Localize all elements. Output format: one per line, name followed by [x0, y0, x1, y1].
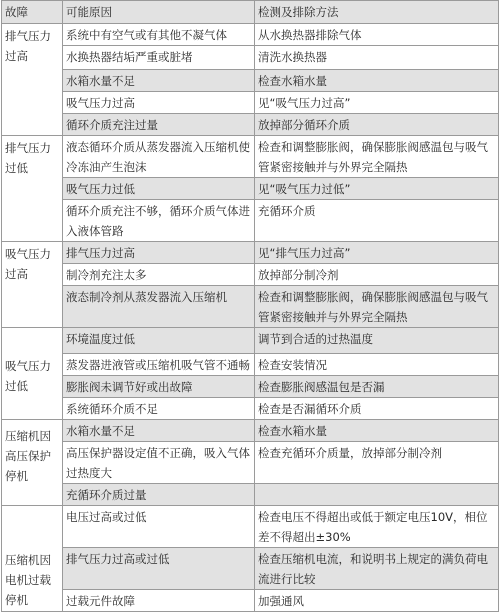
method-cell: 检查和调整膨胀阀，确保膨胀阀感温包与吸气管紧密接触并与外界完全隔热: [255, 286, 499, 328]
table-row: [2, 70, 499, 92]
table-row: [2, 548, 499, 590]
method-cell: 检查是否漏循环介质: [255, 398, 499, 420]
method-cell: 充循环介质: [255, 200, 499, 242]
table-row: [2, 506, 499, 548]
cause-cell: 充循环介质过量: [63, 484, 255, 506]
cause-cell: 蒸发器进液管或压缩机吸气管不通畅: [63, 354, 255, 376]
cause-cell: 循环介质充注过量: [63, 114, 255, 136]
method-cell: 检查膨胀阀感温包是否漏: [255, 376, 499, 398]
table-row: [2, 46, 499, 70]
method-cell: 从水换热器排除气体: [255, 24, 499, 46]
cause-cell: 系统循环介质不足: [63, 398, 255, 420]
table-row: [2, 242, 499, 264]
cause-cell: 水箱水量不足: [63, 70, 255, 92]
cause-cell: 循环介质充注不够，循环介质气体进入液体管路: [63, 200, 255, 242]
table-row: [2, 376, 499, 398]
fault-cell: 排气压力过低: [2, 136, 63, 242]
cause-cell: 膨胀阀未调节好或出故障: [63, 376, 255, 398]
fault-cell: 吸气压力过低: [2, 328, 63, 420]
fault-cell: 排气压力过高: [2, 24, 63, 136]
table-row: [2, 178, 499, 200]
method-cell: 检查压缩机电流，和说明书上规定的满负荷电流进行比较: [255, 548, 499, 590]
method-cell: 检查水箱水量: [255, 70, 499, 92]
header-cause: 可能原因: [63, 1, 255, 24]
cause-cell: 吸气压力过高: [63, 92, 255, 114]
method-cell: 调节到合适的过热温度: [255, 328, 499, 354]
method-cell: 放掉部分制冷剂: [255, 264, 499, 286]
cause-cell: 过载元件故障: [63, 590, 255, 612]
method-cell: 清洗水换热器: [255, 46, 499, 70]
table-row: [2, 484, 499, 506]
cause-cell: 吸气压力过低: [63, 178, 255, 200]
troubleshooting-table: [1, 0, 499, 612]
cause-cell: 高压保护器设定值不正确，吸入气体过热度大: [63, 442, 255, 484]
method-cell: 检查和调整膨胀阀，确保膨胀阀感温包与吸气管紧密接触并与外界完全隔热: [255, 136, 499, 178]
table-row: [2, 136, 499, 178]
cause-cell: 排气压力过高: [63, 242, 255, 264]
method-cell: 检查安装情况: [255, 354, 499, 376]
header-method: 检测及排除方法: [255, 1, 499, 24]
cause-cell: 水箱水量不足: [63, 420, 255, 442]
table-row: [2, 264, 499, 286]
table-row: [2, 328, 499, 354]
cause-cell: 水换热器结垢严重或脏堵: [63, 46, 255, 70]
table-row: [2, 114, 499, 136]
method-cell: 见“排气压力过高”: [255, 242, 499, 264]
method-cell: 见“吸气压力过低”: [255, 178, 499, 200]
cause-cell: 排气压力过高或过低: [63, 548, 255, 590]
table-row: [2, 442, 499, 484]
method-cell: [255, 484, 499, 506]
cause-cell: 液态制冷剂从蒸发器流入压缩机: [63, 286, 255, 328]
fault-cell: 吸气压力过高: [2, 242, 63, 328]
fault-cell: 压缩机因电机过载停机: [2, 506, 63, 612]
table-row: [2, 354, 499, 376]
method-cell: 放掉部分循环介质: [255, 114, 499, 136]
fault-cell: 压缩机因高压保护停机: [2, 420, 63, 506]
method-cell: 见“吸气压力过高”: [255, 92, 499, 114]
cause-cell: 系统中有空气或有其他不凝气体: [63, 24, 255, 46]
cause-cell: 制冷剂充注太多: [63, 264, 255, 286]
method-cell: 检查水箱水量: [255, 420, 499, 442]
cause-cell: 环境温度过低: [63, 328, 255, 354]
table-row: [2, 420, 499, 442]
method-cell: 加强通风: [255, 590, 499, 612]
table-row: [2, 24, 499, 46]
cause-cell: 液态循环介质从蒸发器流入压缩机使冷冻油产生泡沫: [63, 136, 255, 178]
table-row: [2, 286, 499, 328]
table-row: [2, 200, 499, 242]
header-fault: 故障: [2, 1, 63, 24]
method-cell: 检查充循环介质量，放掉部分制冷剂: [255, 442, 499, 484]
table-row: [2, 398, 499, 420]
header-row: [2, 1, 499, 24]
cause-cell: 电压过高或过低: [63, 506, 255, 548]
method-cell: 检查电压不得超出或低于额定电压10V，相位差不得超出±30%: [255, 506, 499, 548]
table-row: [2, 590, 499, 612]
table-row: [2, 92, 499, 114]
